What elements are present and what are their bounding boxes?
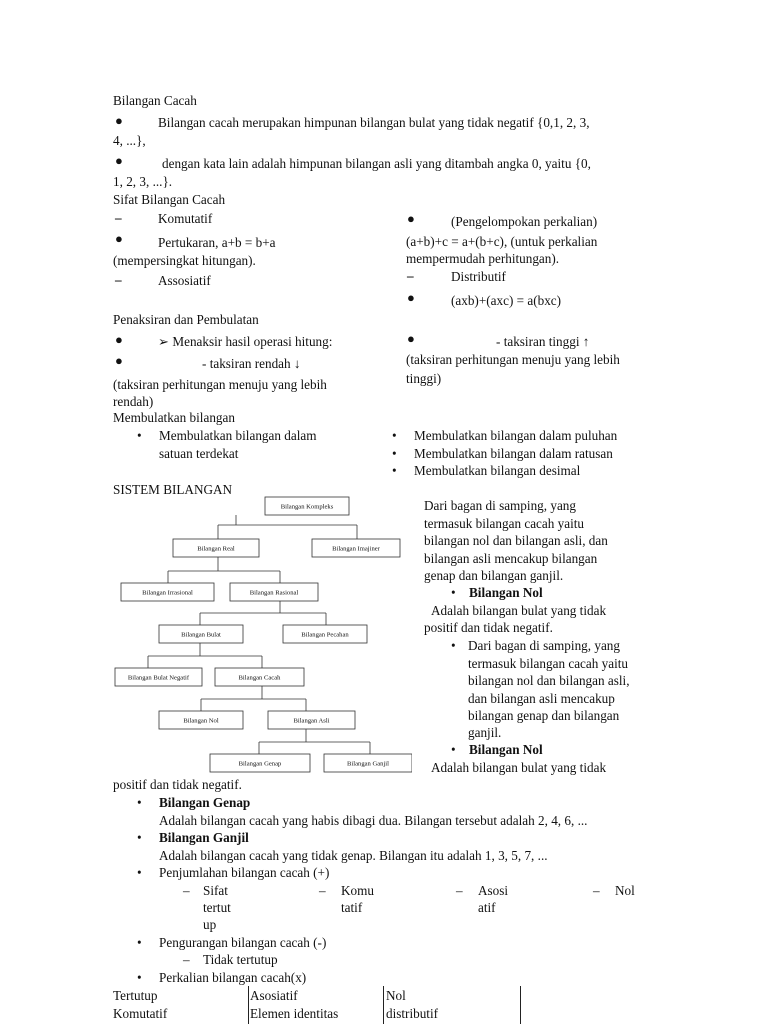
tree-node-cacah [215,668,304,686]
tinggi-note-1: (taksiran perhitungan menuju yang lebih [406,352,620,367]
svg-text:Bilangan Real: Bilangan Real [197,545,235,553]
nested-text-4: dan bilangan asli mencakup [468,691,615,706]
penaksiran-heading: Penaksiran dan Pembulatan [113,312,259,327]
small-bullet: • [137,428,142,443]
dash-bullet: – [115,272,122,287]
sistem-text-4: bilangan asli mencakup bilangan [424,551,598,566]
membulatkan-right-2: Membulatkan bilangan dalam ratusan [414,446,613,461]
tinggi-note-2: tinggi) [406,371,442,386]
svg-text:Bilangan Imajiner: Bilangan Imajiner [332,545,380,553]
bullet-dot: ● [115,113,123,128]
tree-node-imajiner [312,539,400,557]
small-bullet: • [137,830,142,845]
number-system-tree-diagram [112,494,412,776]
prop-komu-1: Komu [341,883,374,898]
tree-node-irrasional [121,583,214,601]
table-divider [383,986,384,1024]
sistem-text-5: genap dan bilangan ganjil. [424,568,564,583]
taksiran-tinggi: - taksiran tinggi ↑ [496,334,590,349]
tree-node-kompleks [265,497,349,515]
tree-node-rasional [230,583,318,601]
membulatkan-left-1: Membulatkan bilangan dalam [159,428,317,443]
distributif-label: Distributif [451,269,506,284]
ganjil-desc: Adalah bilangan cacah yang tidak genap. Bilangan itu adalah 1, 3, 5, 7, ... [159,848,548,863]
tree-node-real [173,539,259,557]
prop-sifat-2: tertut [203,900,231,915]
bullet-dot: ● [115,231,123,246]
svg-text:Bilangan Bulat: Bilangan Bulat [181,631,221,639]
membulatkan-left-2: satuan terdekat [159,446,239,461]
bullet-dot: ● [407,290,415,305]
rendah-note-1: (taksiran perhitungan menuju yang lebih [113,377,327,392]
svg-text:Bilangan Ganjil: Bilangan Ganjil [347,760,389,768]
sistem-heading: SISTEM BILANGAN [113,482,233,497]
small-bullet: • [392,446,397,461]
svg-text:Bilangan Cacah: Bilangan Cacah [238,674,281,682]
small-bullet: • [451,638,456,653]
intro-line-2: 4, ...}, [113,133,146,148]
tidak-tertutup-label: Tidak tertutup [203,952,278,967]
small-bullet: • [451,742,456,757]
tree-node-asli [268,711,355,729]
pertukaran-label: Pertukaran, a+b = b+a [158,235,276,250]
prop-asosi-2: atif [478,900,496,915]
pertukaran-note: (mempersingkat hitungan). [113,253,256,268]
dash-bullet: – [593,883,600,898]
table-cell: distributif [386,1006,439,1021]
assoc-note: mempermudah perhitungan). [406,251,560,266]
dash-bullet: – [115,210,122,225]
table-divider [520,986,521,1024]
sistem-text-2: termasuk bilangan cacah yaitu [424,516,585,531]
nol-title: Bilangan Nol [469,585,543,600]
svg-text:Bilangan Genap: Bilangan Genap [238,760,282,768]
dash-bullet: – [456,883,463,898]
svg-text:Bilangan Pecahan: Bilangan Pecahan [301,631,349,639]
dash-bullet: – [407,268,414,283]
penjumlahan-label: Penjumlahan bilangan cacah (+) [159,865,330,880]
svg-text:Bilangan Bulat Negatif: Bilangan Bulat Negatif [127,674,190,682]
table-cell: Asosiatif [250,988,298,1003]
bullet-dot: ● [407,211,415,226]
small-bullet: • [392,463,397,478]
nested-text-2: termasuk bilangan cacah yaitu [468,656,629,671]
dash-bullet: – [183,883,190,898]
menaksir-line [158,333,332,350]
dash-bullet: – [319,883,326,898]
table-divider [248,986,249,1024]
nol-desc-1: Adalah bilangan bulat yang tidak [431,603,607,618]
svg-text:Bilangan Rasional: Bilangan Rasional [249,589,299,597]
assosiatif-label: Assosiatif [158,273,211,288]
table-cell: Tertutup [113,988,158,1003]
table-cell: Nol [386,988,406,1003]
intro-line-1: Bilangan cacah merupakan himpunan bilangan bulat yang tidak negatif {0,1, 2, 3, [158,115,590,130]
prop-sifat-3: up [203,917,217,932]
bullet-dot: ● [115,353,123,368]
ganjil-title: Bilangan Ganjil [159,830,249,845]
menaksir-label: Menaksir hasil operasi hitung: [172,334,333,349]
membulatkan-heading: Membulatkan bilangan [113,410,235,425]
tree-node-pecahan [283,625,367,643]
perkalian-label: Perkalian bilangan cacah(x) [159,970,307,985]
small-bullet: • [137,795,142,810]
dash-bullet: – [183,952,190,967]
small-bullet: • [137,865,142,880]
svg-text:Bilangan Kompleks: Bilangan Kompleks [280,503,334,511]
page-title: Bilangan Cacah [113,93,197,108]
nol-desc-2: positif dan tidak negatif. [424,620,553,635]
svg-text:Bilangan Irrasional: Bilangan Irrasional [142,589,193,597]
bullet-dot: ● [115,153,123,168]
assoc-formula: (a+b)+c = a+(b+c), (untuk perkalian [406,234,598,249]
nol-title-2: Bilangan Nol [469,742,543,757]
pengurangan-label: Pengurangan bilangan cacah (-) [159,935,327,950]
dist-formula: (axb)+(axc) = a(bxc) [451,293,562,308]
intro-line-3: dengan kata lain adalah himpunan bilangan asli yang ditambah angka 0, yaitu {0, [162,156,591,171]
prop-nol: Nol [615,883,635,898]
tree-node-genap [210,754,310,772]
bullet-dot: ● [115,332,123,347]
nested-text-3: bilangan nol dan bilangan asli, [468,673,630,688]
genap-desc: Adalah bilangan cacah yang habis dibagi dua. Bilangan tersebut adalah 2, 4, 6, ... [159,813,588,828]
nested-text-1: Dari bagan di samping, yang [468,638,620,653]
table-cell: Komutatif [113,1006,168,1021]
small-bullet: • [137,970,142,985]
svg-text:Bilangan Asli: Bilangan Asli [293,717,330,725]
membulatkan-right-1: Membulatkan bilangan dalam puluhan [414,428,618,443]
sistem-text-1: Dari bagan di samping, yang [424,498,576,513]
bullet-dot: ● [407,331,415,346]
prop-sifat-1: Sifat [203,883,228,898]
komutatif-label: Komutatif [158,211,213,226]
small-bullet: • [137,935,142,950]
tree-node-bulat [159,625,243,643]
nol-desc-3: Adalah bilangan bulat yang tidak [431,760,607,775]
small-bullet: • [451,585,456,600]
intro-line-4: 1, 2, 3, ...}. [113,174,173,189]
tree-node-ganjil [324,754,412,772]
pengelompokan-label: (Pengelompokan perkalian) [451,214,598,229]
nested-text-6: ganjil. [468,725,502,740]
svg-text:Bilangan Nol: Bilangan Nol [183,717,219,725]
nol-desc-4: positif dan tidak negatif. [113,777,242,792]
nested-text-5: bilangan genap dan bilangan [468,708,620,723]
taksiran-rendah: - taksiran rendah ↓ [202,356,301,371]
table-cell: Elemen identitas [250,1006,339,1021]
genap-title: Bilangan Genap [159,795,251,810]
sifat-heading: Sifat Bilangan Cacah [113,192,226,207]
tree-node-bulat-negatif [115,668,202,686]
sistem-text-3: bilangan nol dan bilangan asli, dan [424,533,608,548]
arrow-bullet-icon: ➢ [158,334,170,349]
small-bullet: • [392,428,397,443]
tree-node-nol [159,711,243,729]
prop-komu-2: tatif [341,900,363,915]
membulatkan-right-3: Membulatkan bilangan desimal [414,463,581,478]
rendah-note-2: rendah) [113,394,154,409]
prop-asosi-1: Asosi [478,883,509,898]
